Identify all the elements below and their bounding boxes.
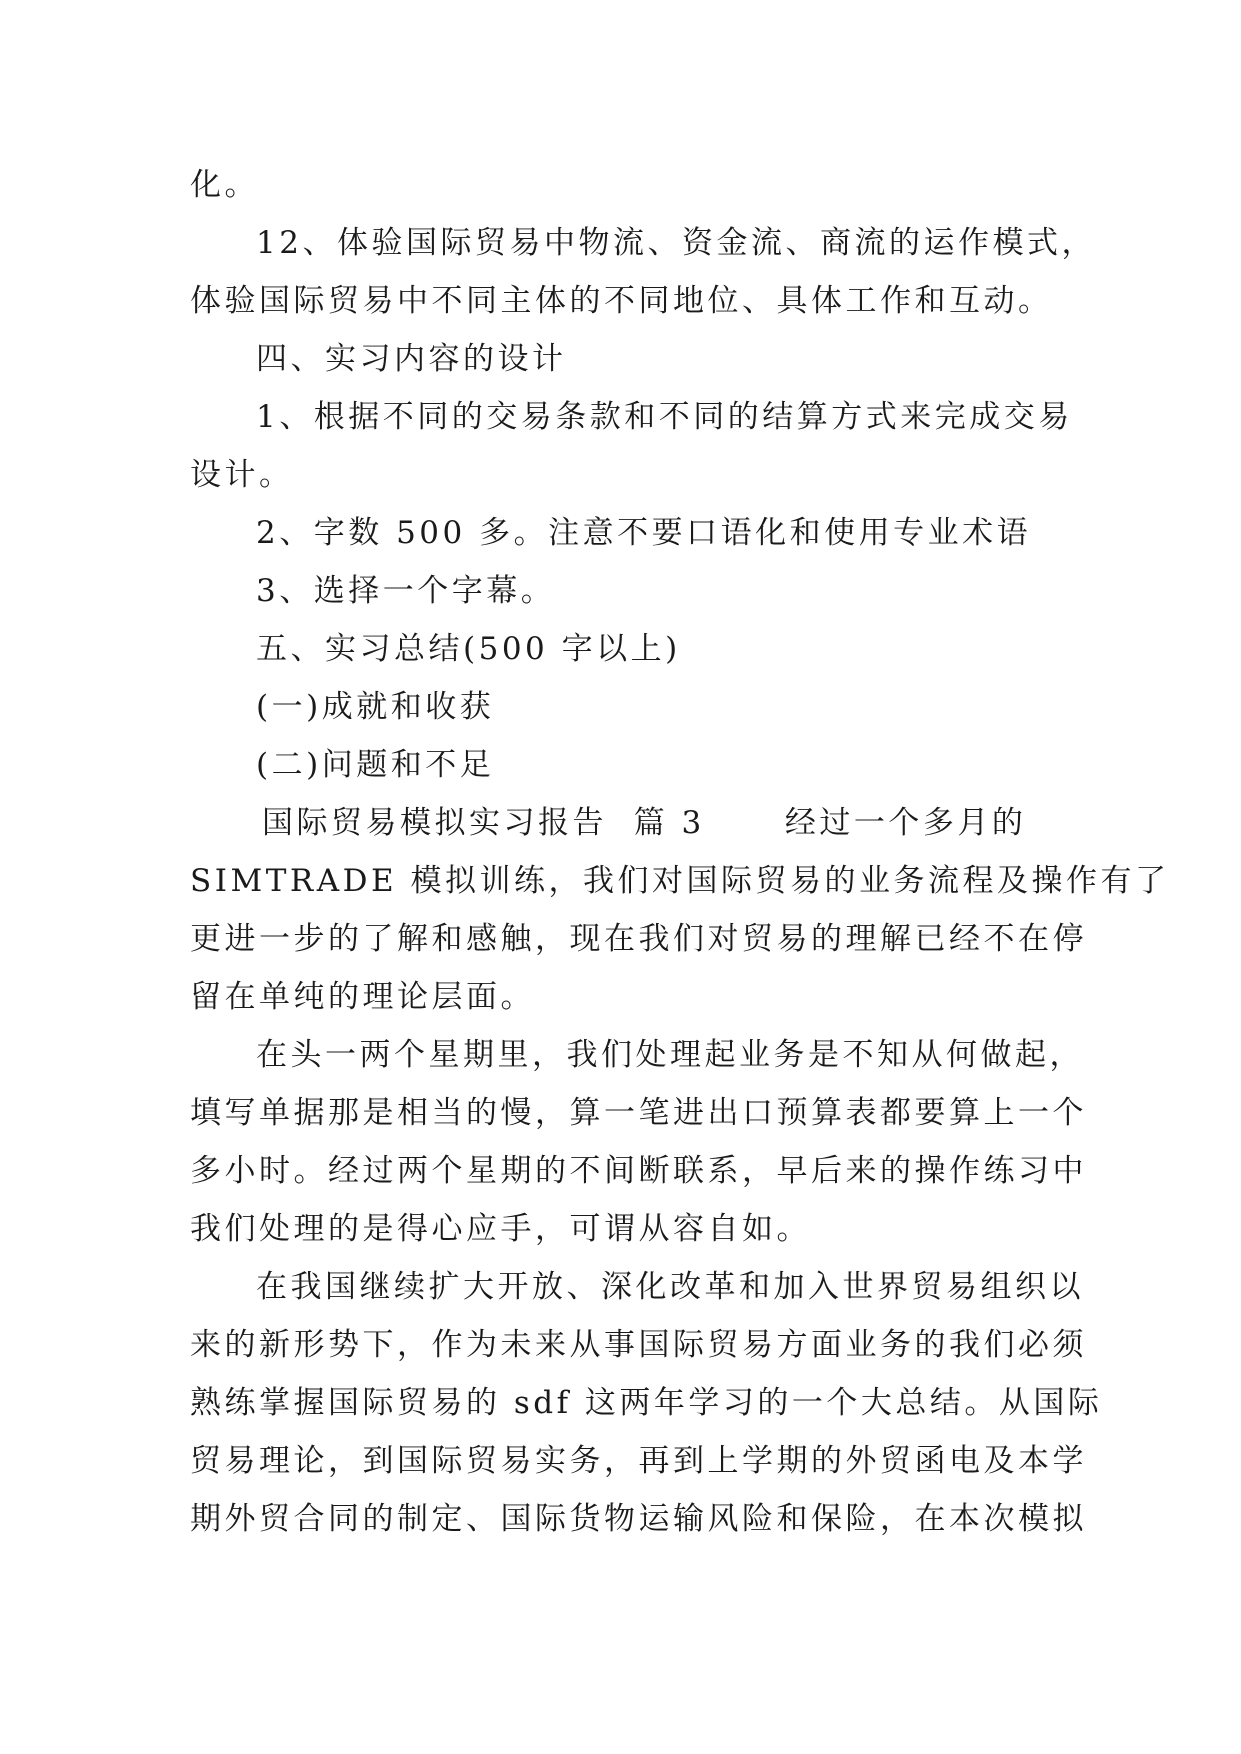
subsection-heading: (二)问题和不足	[256, 747, 495, 783]
text-line: 12、体验国际贸易中物流、资金流、商流的运作模式，	[256, 225, 1096, 261]
text-line: 更进一步的了解和感触，现在我们对贸易的理解已经不在停	[190, 921, 1087, 957]
text-line: 3、选择一个字幕。	[256, 573, 556, 609]
article-title-line: 国际贸易模拟实习报告 篇 3 经过一个多月的	[262, 805, 1027, 841]
text-line: 多小时。经过两个星期的不间断联系，早后来的操作练习中	[190, 1153, 1087, 1189]
section-heading: 四、实习内容的设计	[256, 341, 567, 377]
text-line: 化。	[190, 167, 259, 203]
section-heading: 五、实习总结(500 字以上)	[256, 631, 681, 667]
text-line: 1、根据不同的交易条款和不同的结算方式来完成交易	[256, 399, 1073, 435]
text-line: 来的新形势下，作为未来从事国际贸易方面业务的我们必须	[190, 1327, 1087, 1363]
text-line: 期外贸合同的制定、国际货物运输风险和保险，在本次模拟	[190, 1501, 1087, 1537]
text-line: 在头一两个星期里，我们处理起业务是不知从何做起，	[256, 1037, 1084, 1073]
text-line: 我们处理的是得心应手，可谓从容自如。	[190, 1211, 811, 1247]
text-line: 2、字数 500 多。注意不要口语化和使用专业术语	[256, 515, 1032, 551]
text-line: 熟练掌握国际贸易的 sdf 这两年学习的一个大总结。从国际	[190, 1385, 1103, 1421]
text-line: 在我国继续扩大开放、深化改革和加入世界贸易组织以	[256, 1269, 1084, 1305]
text-line: 设计。	[190, 457, 294, 493]
text-line: 贸易理论，到国际贸易实务，再到上学期的外贸函电及本学	[190, 1443, 1087, 1479]
text-line: 填写单据那是相当的慢，算一笔进出口预算表都要算上一个	[190, 1095, 1087, 1131]
text-line: 体验国际贸易中不同主体的不同地位、具体工作和互动。	[190, 283, 1053, 319]
text-line: SIMTRADE 模拟训练，我们对国际贸易的业务流程及操作有了	[190, 863, 1170, 899]
text-line: 留在单纯的理论层面。	[190, 979, 535, 1015]
subsection-heading: (一)成就和收获	[256, 689, 495, 725]
